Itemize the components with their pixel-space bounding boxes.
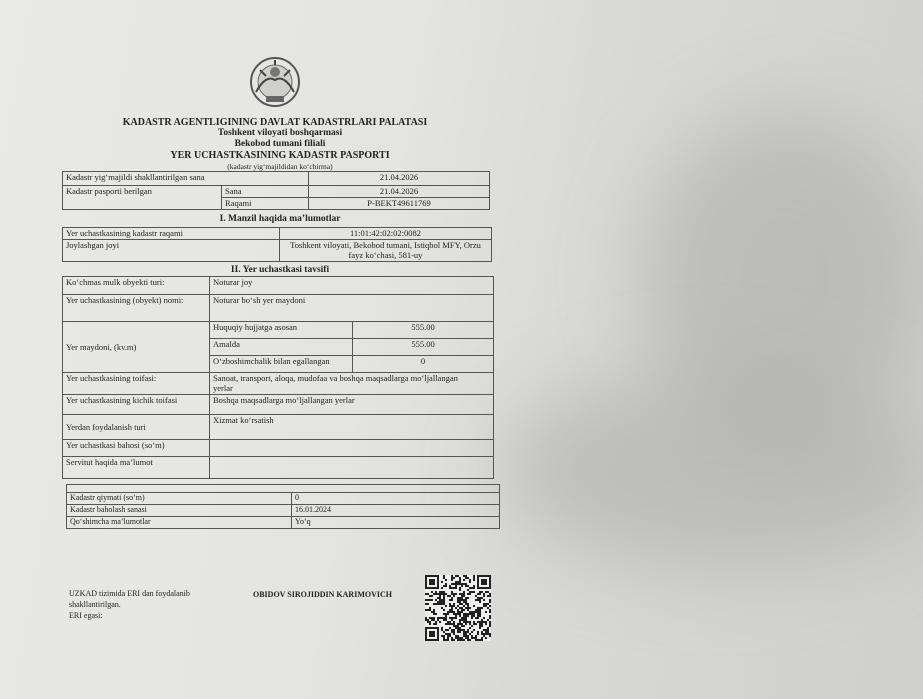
cadastral-value-value: 0 bbox=[292, 493, 500, 505]
agency-title: KADASTR AGENTLIGINING DAVLAT KADASTRLARI PALATASI bbox=[122, 117, 428, 128]
area-legal-value: 555.00 bbox=[353, 322, 494, 339]
issued-label: Kadastr pasporti berilgan bbox=[63, 186, 222, 210]
issued-date-value: 21.04.2026 bbox=[309, 186, 490, 198]
subcategory-label: Yer uchastkasining kichik toifasi bbox=[63, 395, 210, 415]
eri-owner-label: ERI egasi: bbox=[69, 611, 103, 620]
category-line-1: Sanoat, transport, aloqa, mudofaa va boshqa maqsadlarga mo‘ljallangan bbox=[213, 373, 458, 383]
page-title: YER UCHASTKASINING KADASTR PASPORTI bbox=[170, 150, 390, 161]
object-type-label: Ko‘chmas mulk obyekti turi: bbox=[63, 277, 210, 295]
address-table bbox=[62, 227, 492, 262]
object-name-label: Yer uchastkasining (obyekt) nomi: bbox=[63, 295, 210, 322]
assessment-date-value: 16.01.2024 bbox=[292, 505, 500, 517]
passport-info-table bbox=[62, 171, 490, 210]
eri-note-line-2: shakllantirilgan. bbox=[69, 600, 121, 609]
description-table bbox=[62, 276, 494, 479]
cadastral-number-value: 11:01:42:02:02:0082 bbox=[280, 228, 492, 240]
area-actual-label: Amalda bbox=[210, 339, 353, 356]
assessment-date-label: Kadastr baholash sanasi bbox=[67, 505, 292, 517]
region-title: Toshkent viloyati boshqarmasi bbox=[217, 128, 343, 138]
branch-title: Bekobod tumani filiali bbox=[234, 139, 326, 149]
formed-date-label: Kadastr yig‘majildi shakllantirilgan sana bbox=[63, 172, 309, 186]
location-value bbox=[280, 240, 492, 262]
subcategory-value: Boshqa maqsadlarga mo‘ljallangan yerlar bbox=[210, 395, 494, 415]
area-unauthorized-value: 0 bbox=[353, 356, 494, 373]
state-emblem-icon bbox=[246, 56, 304, 108]
usage-type-label: Yerdan foydalanish turi bbox=[63, 415, 210, 440]
cadastral-number-label: Yer uchastkasining kadastr raqami bbox=[63, 228, 280, 240]
usage-type-value: Xizmat ko‘rsatish bbox=[210, 415, 494, 440]
category-line-2: yerlar bbox=[213, 383, 233, 393]
category-label: Yer uchastkasining toifasi: bbox=[63, 373, 210, 395]
valuation-table bbox=[66, 484, 500, 529]
section-1-heading: I. Manzil haqida ma’lumotlar bbox=[219, 214, 341, 224]
additional-info-label: Qo‘shimcha ma’lumotlar bbox=[67, 517, 292, 529]
issued-number-label: Raqami bbox=[222, 198, 309, 210]
object-type-value: Noturar joy bbox=[210, 277, 494, 295]
location-label: Joylashgan joyi bbox=[63, 240, 280, 262]
object-name-value: Noturar bo‘sh yer maydoni bbox=[210, 295, 494, 322]
cadastral-value-label: Kadastr qiymati (so‘m) bbox=[67, 493, 292, 505]
eri-note-line-1: UZKAD tizimida ERI dan foydalanib bbox=[69, 589, 190, 598]
area-actual-value: 555.00 bbox=[353, 339, 494, 356]
location-line-1: Toshkent viloyati, Bekobod tumani, Istiqbol MFY, Orzu bbox=[290, 240, 481, 250]
servitude-label: Servitut haqida ma’lumot bbox=[63, 457, 210, 479]
category-value bbox=[210, 373, 494, 395]
qr-code-icon bbox=[425, 575, 491, 641]
location-line-2: fayz ko‘chasi, 581-uy bbox=[348, 250, 423, 260]
additional-info-value: Yo‘q bbox=[292, 517, 500, 529]
issued-number-value: P-BEKT49611769 bbox=[309, 198, 490, 210]
servitude-value bbox=[210, 457, 494, 479]
formed-date-value: 21.04.2026 bbox=[309, 172, 490, 186]
valuation-value bbox=[210, 440, 494, 457]
valuation-label: Yer uchastkasi bahosi (so‘m) bbox=[63, 440, 210, 457]
area-label: Yer maydoni, (kv.m) bbox=[63, 322, 210, 373]
page-subtitle: (kadastr yig‘majildidan ko‘chirma) bbox=[227, 162, 333, 171]
area-legal-label: Huquqiy hujjatga asosan bbox=[210, 322, 353, 339]
area-unauthorized-label: O‘zboshimchalik bilan egallangan bbox=[210, 356, 353, 373]
signer-name: OBIDOV SIROJIDDIN KARIMOVICH bbox=[253, 590, 392, 599]
section-2-heading: II. Yer uchastkasi tavsifi bbox=[230, 265, 330, 275]
issued-date-label: Sana bbox=[222, 186, 309, 198]
